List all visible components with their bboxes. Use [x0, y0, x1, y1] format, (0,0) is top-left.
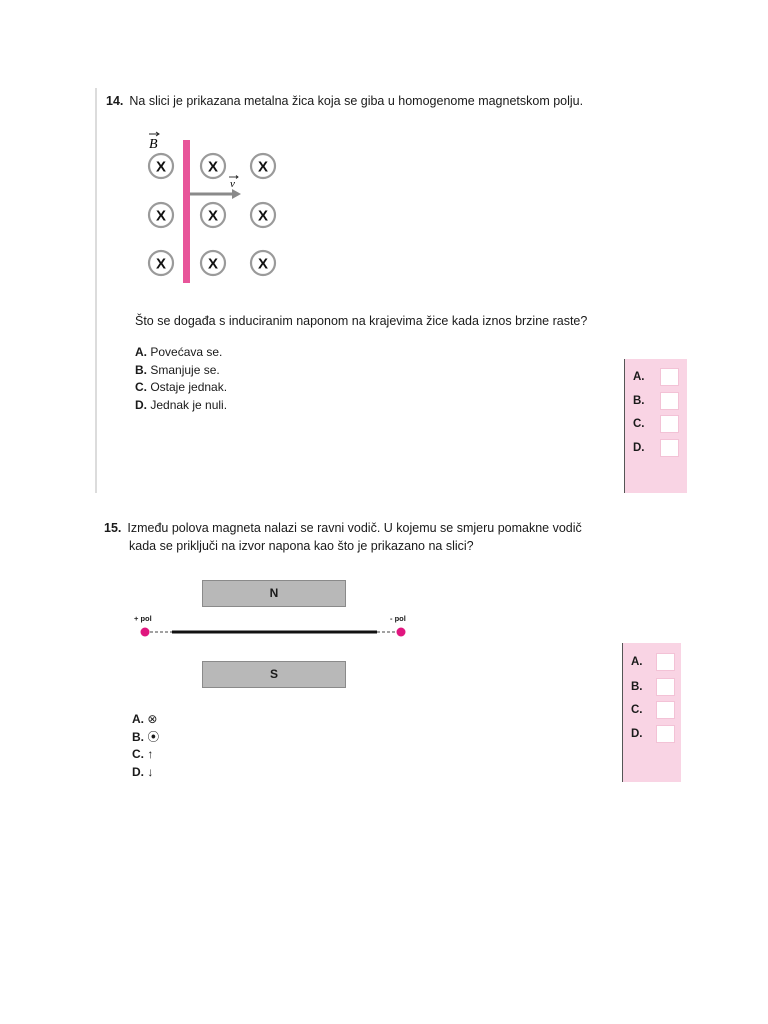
answer-checkbox-a[interactable] — [660, 368, 679, 386]
answer-letter: B. — [633, 395, 645, 407]
answer-checkbox-c[interactable] — [656, 701, 675, 719]
question-statement-line2: kada se priključi na izvor napona kao što je prikazano na slici? — [129, 539, 474, 554]
magnet-south-pole — [202, 661, 346, 688]
option-symbol-up-arrow: ↑ — [147, 747, 154, 761]
minus-pole-label: - pol — [390, 614, 406, 623]
field-into-page-symbol — [201, 251, 225, 275]
south-label: S — [269, 667, 278, 681]
answer-checkbox-d[interactable] — [660, 439, 679, 457]
velocity-arrowhead — [232, 189, 241, 199]
page-scan-edge — [95, 88, 97, 493]
option-d[interactable] — [135, 397, 227, 415]
question-statement-line1: Između polova magneta nalazi se ravni vodič. U kojemu se smjeru pomakne vodič — [127, 521, 582, 535]
option-letter: B. — [132, 729, 144, 744]
answer-letter: B. — [631, 681, 643, 693]
svg-text:X: X — [257, 207, 269, 225]
answer-letter: C. — [633, 418, 645, 430]
svg-text:X: X — [257, 255, 269, 273]
option-a[interactable] — [132, 711, 159, 729]
answer-checkbox-c[interactable] — [660, 415, 679, 433]
option-symbol-out-of-page: ⦿ — [147, 729, 160, 744]
question-15-options — [132, 711, 159, 781]
option-b[interactable] — [132, 729, 159, 747]
magnet-north-pole — [202, 580, 346, 607]
svg-text:X: X — [207, 207, 219, 225]
north-label: N — [269, 586, 279, 600]
option-letter: A. — [132, 712, 144, 726]
answer-letter: A. — [631, 656, 643, 668]
svg-text:X: X — [207, 255, 219, 273]
field-into-page-symbol — [251, 251, 275, 275]
svg-text:X: X — [257, 158, 269, 176]
field-b-label: B — [149, 137, 158, 152]
field-into-page-symbol — [251, 154, 275, 178]
answer-letter: D. — [631, 728, 643, 740]
option-letter: C. — [132, 747, 144, 761]
option-letter: C. — [135, 380, 147, 394]
answer-letter: A. — [633, 371, 645, 383]
question-number: 14. — [106, 94, 124, 108]
option-b[interactable] — [135, 362, 227, 380]
option-text: Povećava se. — [150, 345, 223, 359]
question-14-prompt: Što se događa s induciranim naponom na krajevima žice kada iznos brzine raste? — [135, 314, 588, 328]
plus-terminal — [141, 628, 150, 637]
svg-text:X: X — [207, 158, 219, 176]
svg-text:X: X — [155, 207, 167, 225]
svg-text:X: X — [155, 158, 167, 176]
metal-wire — [183, 140, 190, 283]
option-text: Jednak je nuli. — [150, 397, 228, 412]
question-15-text — [104, 519, 582, 555]
svg-text:X: X — [155, 255, 167, 273]
question-statement: Na slici je prikazana metalna žica koja se giba u homogenome magnetskom polju. — [129, 94, 584, 108]
field-into-page-symbol — [201, 154, 225, 178]
field-into-page-symbol — [149, 154, 173, 178]
option-symbol-into-page: ⊗ — [147, 712, 158, 726]
answer-letter: C. — [631, 704, 643, 716]
field-into-page-symbol — [149, 203, 173, 227]
option-a[interactable] — [135, 344, 227, 362]
question-14-text — [106, 92, 583, 110]
option-letter: A. — [135, 345, 147, 359]
cross-grid — [149, 154, 275, 275]
option-c[interactable] — [135, 379, 227, 397]
minus-terminal — [397, 628, 406, 637]
conductor-figure — [138, 624, 410, 640]
answer-panel-15 — [622, 643, 681, 782]
option-c[interactable] — [132, 746, 159, 764]
plus-pole-label: + pol — [134, 614, 152, 623]
option-text: Ostaje jednak. — [150, 380, 228, 394]
magnetic-field-figure — [140, 125, 290, 290]
option-text: Smanjuje se. — [150, 362, 220, 377]
answer-checkbox-a[interactable] — [656, 653, 675, 671]
answer-panel-14 — [624, 359, 687, 493]
option-letter: D. — [132, 764, 144, 779]
option-letter: D. — [135, 397, 147, 412]
option-symbol-down-arrow: ↓ — [147, 764, 154, 779]
option-d[interactable] — [132, 764, 159, 782]
question-number: 15. — [104, 521, 122, 535]
answer-checkbox-b[interactable] — [660, 392, 679, 410]
answer-checkbox-b[interactable] — [656, 678, 675, 696]
velocity-label: v — [230, 178, 235, 190]
option-letter: B. — [135, 362, 147, 377]
field-into-page-symbol — [201, 203, 225, 227]
answer-letter: D. — [633, 442, 645, 454]
field-into-page-symbol — [149, 251, 173, 275]
field-into-page-symbol — [251, 203, 275, 227]
answer-checkbox-d[interactable] — [656, 725, 675, 743]
question-14-options — [135, 344, 227, 414]
